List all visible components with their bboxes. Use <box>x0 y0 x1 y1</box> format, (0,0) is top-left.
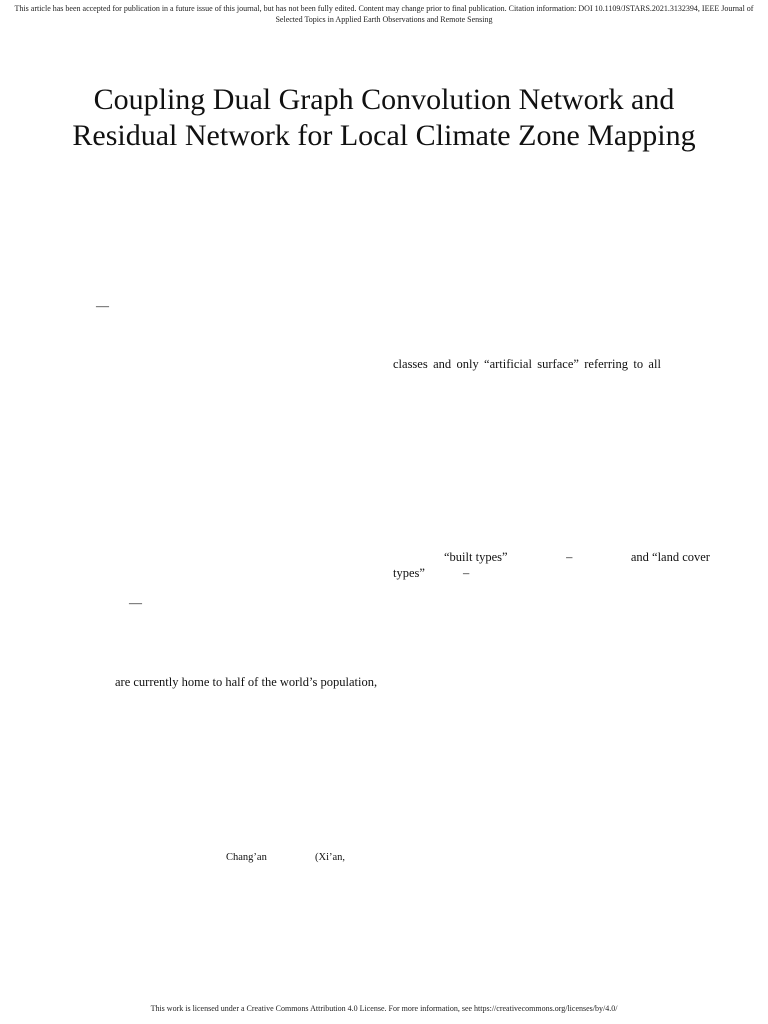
journal-acceptance-notice: This article has been accepted for publication in a future issue of this journal, but has not been fully edited. Content may change prior to final publication. Citation information: DOI 10.1109/JSTARS.2021.3132394, IEEE Journal of Selected Topics in Applied Earth Observations and Remote Sensing <box>14 4 754 24</box>
em-dash-fragment: — <box>129 595 142 610</box>
built-types-term: “built types” <box>444 550 508 564</box>
affiliation-fragment-xian: (Xi’an, <box>315 852 346 863</box>
population-text-line: are currently home to half of the world’s population, <box>115 675 378 689</box>
land-cover-term: and “land cover <box>630 550 710 564</box>
word: “artificial <box>484 357 532 371</box>
word: only <box>456 357 479 371</box>
word: referring <box>584 357 628 371</box>
en-dash-fragment: – <box>566 550 573 564</box>
classes-text-line <box>393 356 661 372</box>
license-footer: This work is licensed under a Creative Commons Attribution 4.0 License. For more information, see https://creativecommons.org/licenses/by/4.0/ <box>150 1004 618 1013</box>
word: surface” <box>537 357 579 371</box>
paper-title: Coupling Dual Graph Convolution Network and Residual Network for Local Climate Zone Mapping <box>72 83 696 152</box>
word: to <box>633 357 644 371</box>
affiliation-fragment-changan: Chang’an <box>226 852 267 863</box>
word: and <box>433 357 452 371</box>
word: all <box>648 357 661 371</box>
types-term: types” <box>393 566 425 580</box>
en-dash-fragment: – <box>462 566 470 580</box>
em-dash-fragment: — <box>96 298 109 313</box>
word: classes <box>393 357 428 371</box>
types-text-line <box>393 565 469 581</box>
built-types-text-line <box>393 549 710 565</box>
